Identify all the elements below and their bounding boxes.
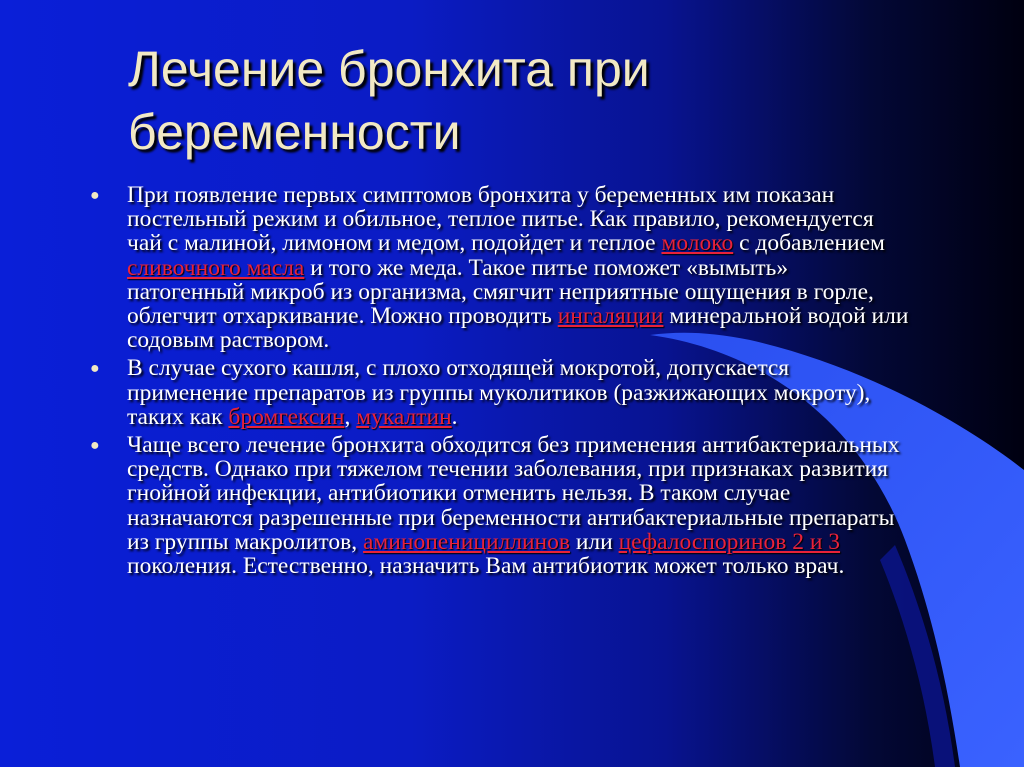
bullet-item-1	[90, 183, 910, 352]
bullet-1-text-4: минеральной водой или содовым раствором.	[127, 303, 909, 354]
bullet-2-text-2: ,	[344, 403, 357, 430]
link-bromgeksin[interactable]: бромгексин	[228, 403, 345, 430]
link-slivochnoe-maslo[interactable]: сливочного масла	[127, 254, 305, 281]
bullet-dot-icon: ●	[90, 187, 100, 204]
bullet-1-text-1: При появление первых симптомов бронхита у беременных им показан постельный режим и обильное, теплое питье. Как правило, рекомендуется чай с малиной, лимоном и медом, подойдет и теплое	[127, 182, 874, 257]
link-mukaltin[interactable]: мукалтин	[356, 403, 452, 430]
bullet-2-text-3: .	[451, 403, 458, 430]
bullet-3-text-3: поколения. Естественно, назначить Вам антибиотик может только врач.	[127, 553, 845, 580]
slide-title: Лечение бронхита при беременности	[128, 41, 650, 160]
link-cefalosporinov[interactable]: цефалоспоринов 2 и 3	[618, 528, 841, 555]
bullet-item-3	[90, 433, 910, 578]
bullet-dot-icon: ●	[90, 360, 100, 378]
link-aminopenicillinov[interactable]: аминопенициллинов	[363, 528, 570, 555]
bullet-3-text-2: или	[569, 528, 619, 555]
bullet-1-text-2: с добавлением	[733, 230, 885, 257]
link-ingalyacii[interactable]: ингаляции	[557, 303, 664, 330]
bullet-item-2	[90, 356, 910, 429]
bullet-3-text-1: Чаще всего лечение бронхита обходится без применения антибактериальных средств. Однако при тяжелом течении заболевания, при признаках развития гнойной инфекции, антибиотики отменить нельзя. В таком случае назначаются разрешенные при беременности антибактериальные препараты из группы макролитов,	[127, 432, 900, 555]
bullet-2-text-1: В случае сухого кашля, с плохо отходящей мокротой, допускается применение препаратов из группы муколитиков (разжижающих мокроту), таких как	[127, 355, 871, 430]
bullet-dot-icon: ●	[90, 437, 100, 455]
link-moloko[interactable]: молоко	[661, 230, 734, 257]
bullet-list	[90, 183, 910, 582]
bullet-1-text-3: и того же меда. Такое питье поможет «вымыть» патогенный микроб из организма, смягчит неприятные ощущения в горле, облегчит отхаркивание. Можно проводить	[127, 254, 874, 330]
